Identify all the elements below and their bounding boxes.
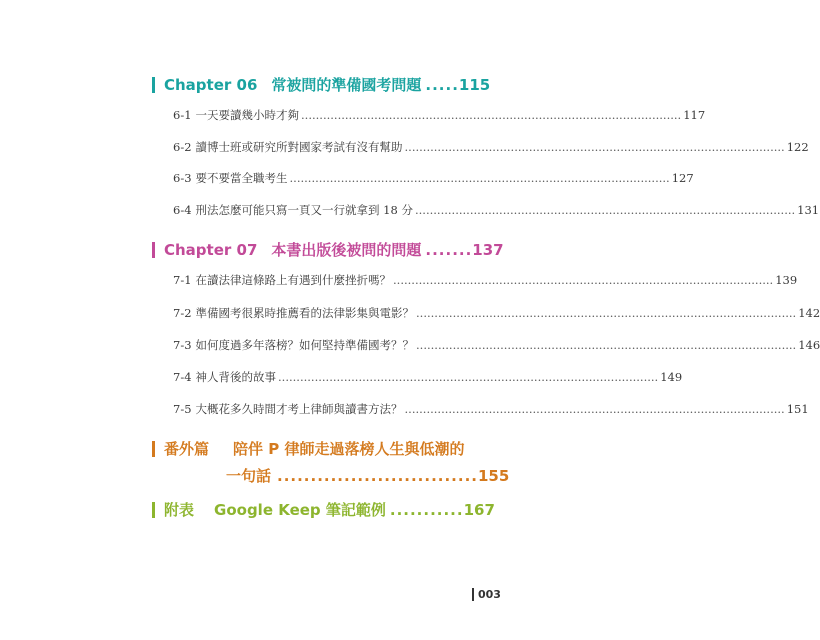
chapter-06-heading[interactable] [152, 76, 491, 94]
chapter-label: 番外篇 [164, 440, 210, 458]
chapter-marker-bar [152, 242, 155, 258]
entry-page-number: 127 [671, 171, 694, 185]
entry-title: 要不要當全職考生 [195, 171, 288, 185]
entry-number: 7-5 [173, 402, 192, 416]
entry-page-number: 151 [786, 402, 809, 416]
chapter-marker-bar [152, 77, 155, 93]
entry-number: 6-4 [173, 203, 192, 217]
toc-entry[interactable] [173, 108, 706, 122]
appendix-heading[interactable] [152, 501, 495, 519]
chapter-marker-bar [152, 502, 155, 518]
dot-leader: ........................................................................................................ [416, 338, 797, 352]
chapter-page-number: 137 [472, 241, 504, 259]
entry-title: 準備國考很累時推薦看的法律影集與電影？ [195, 306, 415, 320]
page-folio [472, 588, 501, 601]
chapter-07-heading[interactable] [152, 241, 504, 259]
entry-number: 6-2 [173, 140, 192, 154]
entry-number: 7-1 [173, 273, 192, 287]
entry-page-number: 142 [798, 306, 820, 320]
dot-leader: ........................................................................................................ [289, 171, 670, 185]
toc-entry[interactable] [173, 140, 809, 154]
dot-leader: ........................................................................................................ [404, 140, 785, 154]
dot-leader: ........................................................................................................ [301, 108, 682, 122]
entry-number: 6-3 [173, 171, 192, 185]
toc-entry[interactable] [173, 402, 809, 416]
chapter-label: 附表 [164, 501, 195, 519]
chapter-title: 陪伴 P 律師走過落榜人生與低潮的 [233, 440, 465, 458]
folio-marker-bar [472, 588, 474, 601]
dot-leader: ........................................................................................................ [416, 306, 797, 320]
chapter-page-number: 155 [477, 467, 510, 485]
entry-page-number: 149 [660, 370, 683, 384]
dot-leader: ..... [425, 76, 459, 94]
chapter-title: 常被問的準備國考問題 [271, 76, 422, 94]
entry-title: 神人背後的故事 [195, 370, 277, 384]
toc-entry[interactable] [173, 171, 694, 185]
toc-entry[interactable] [173, 203, 820, 217]
dot-leader: ........... [389, 501, 464, 519]
chapter-title-continued: 一句話 [226, 467, 272, 485]
entry-page-number: 131 [797, 203, 820, 217]
entry-number: 7-4 [173, 370, 192, 384]
dot-leader: ........................................................................................................ [414, 203, 796, 217]
entry-number: 6-1 [173, 108, 192, 122]
entry-title: 如何度過多年落榜？如何堅持準備國考？？ [195, 338, 415, 352]
toc-entry[interactable] [173, 338, 820, 352]
entry-page-number: 139 [775, 273, 798, 287]
entry-title: 刑法怎麼可能只寫一頁又一行就拿到 18 分 [195, 203, 413, 217]
dot-leader: ........................................................................................................ [393, 273, 774, 287]
chapter-label: Chapter 06 [164, 76, 258, 94]
entry-title: 大概花多久時間才考上律師與讀書方法？ [195, 402, 403, 416]
entry-page-number: 122 [786, 140, 809, 154]
chapter-page-number: 167 [463, 501, 495, 519]
entry-title: 一天要讀幾小時才夠 [195, 108, 300, 122]
entry-page-number: 146 [798, 338, 820, 352]
entry-page-number: 117 [683, 108, 706, 122]
extra-chapter-line-1 [152, 440, 474, 458]
dot-leader: ........................................................................................................ [404, 402, 785, 416]
toc-entry[interactable] [173, 273, 798, 287]
chapter-page-number: 115 [458, 76, 491, 94]
dot-leader: ....... [425, 241, 473, 259]
entry-title: 讀博士班或研究所對國家考試有沒有幫助 [195, 140, 403, 154]
toc-entry[interactable] [173, 370, 683, 384]
entry-title: 在讀法律這條路上有遇到什麼挫折嗎？ [195, 273, 392, 287]
extra-chapter-line-2 [152, 467, 510, 485]
toc-entry[interactable] [173, 306, 820, 320]
entry-number: 7-2 [173, 306, 192, 320]
chapter-title: 本書出版後被問的問題 [271, 241, 422, 259]
entry-number: 7-3 [173, 338, 192, 352]
chapter-label: Chapter 07 [164, 241, 258, 259]
chapter-title: Google Keep 筆記範例 [214, 501, 386, 519]
dot-leader: .............................. [277, 467, 478, 485]
page-number: 003 [478, 588, 501, 601]
extra-chapter-heading[interactable] [152, 440, 510, 485]
dot-leader: ........................................................................................................ [278, 370, 659, 384]
chapter-marker-bar [152, 441, 155, 457]
